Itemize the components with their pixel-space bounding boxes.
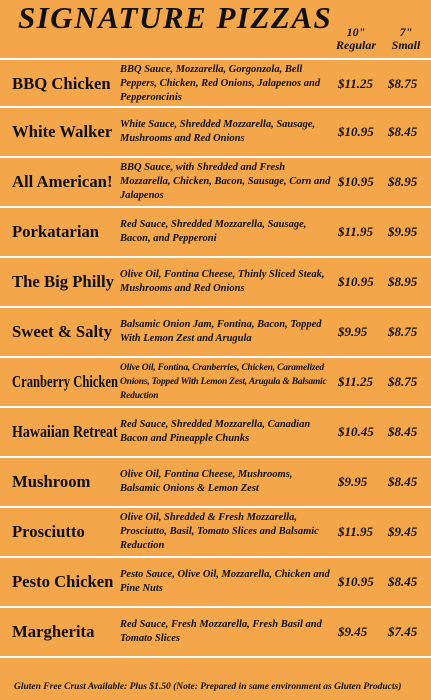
pizza-menu-list	[0, 58, 431, 658]
menu-title: SIGNATURE PIZZAS	[18, 0, 333, 35]
menu-row	[0, 208, 431, 258]
regular-size: 10"	[346, 25, 366, 39]
pizza-name: The Big Philly	[12, 272, 114, 291]
small-price: $8.45	[388, 574, 418, 589]
small-price: $8.45	[388, 124, 418, 139]
regular-price: $11.25	[338, 374, 374, 389]
regular-price: $11.95	[338, 524, 374, 539]
regular-price: $9.45	[338, 624, 368, 639]
regular-price: $10.95	[338, 124, 374, 139]
menu-row	[0, 608, 431, 658]
small-size-label: Small	[391, 38, 421, 52]
regular-size-heading	[330, 26, 382, 52]
small-price: $8.45	[388, 424, 418, 439]
small-price: $8.45	[388, 474, 418, 489]
pizza-name: Hawaiian Retreat	[12, 422, 118, 441]
pizza-description: Olive Oil, Fontina Cheese, Thinly Sliced Steak, Mushrooms and Red Onions	[120, 269, 325, 294]
pizza-name: Mushroom	[12, 472, 91, 491]
small-price: $9.45	[388, 524, 418, 539]
pizza-description: Balsamic Onion Jam, Fontina, Bacon, Topped With Lemon Zest and Arugula	[120, 319, 322, 344]
regular-price: $10.95	[338, 174, 374, 189]
gluten-free-note: Gluten Free Crust Available: Plus $1.50 (Note: Prepared in same environment as Gluten Products)	[14, 682, 402, 692]
pizza-name: Cranberry Chicken	[12, 372, 119, 391]
menu-header	[0, 0, 431, 58]
regular-price: $9.95	[338, 324, 368, 339]
pizza-name: Margherita	[12, 622, 95, 641]
regular-price: $10.95	[338, 574, 374, 589]
menu-row	[0, 308, 431, 358]
pizza-description: White Sauce, Shredded Mozzarella, Sausage, Mushrooms and Red Onions	[120, 119, 316, 144]
menu-row	[0, 358, 431, 408]
menu-row	[0, 408, 431, 458]
pizza-description: Red Sauce, Shredded Mozzarella, Canadian Bacon and Pineapple Chunks	[120, 419, 311, 444]
pizza-description: Olive Oil, Shredded & Fresh Mozzarella, Prosciutto, Basil, Tomato Slices and Balsamic Reduction	[120, 512, 319, 551]
small-size: 7"	[399, 25, 413, 39]
regular-price: $9.95	[338, 474, 368, 489]
small-price: $8.75	[388, 76, 418, 91]
menu-row	[0, 258, 431, 308]
menu-row	[0, 108, 431, 158]
pizza-description: Olive Oil, Fontina Cheese, Mushrooms, Balsamic Onions & Lemon Zest	[120, 469, 293, 494]
regular-price: $11.25	[338, 76, 374, 91]
pizza-name: Sweet & Salty	[12, 322, 113, 341]
menu-row	[0, 458, 431, 508]
pizza-description: BBQ Sauce, with Shredded and Fresh Mozzarella, Chicken, Bacon, Sausage, Corn and Jalapenos	[120, 162, 331, 201]
small-price: $8.95	[388, 174, 418, 189]
regular-price: $11.95	[338, 224, 374, 239]
pizza-name: All American!	[12, 172, 113, 191]
pizza-description: Red Sauce, Fresh Mozzarella, Fresh Basil and Tomato Slices	[120, 619, 322, 644]
small-price: $8.75	[388, 324, 418, 339]
pizza-name: Porkatarian	[12, 222, 100, 241]
pizza-name: BBQ Chicken	[12, 74, 111, 93]
pizza-name: Pesto Chicken	[12, 572, 114, 591]
menu-row	[0, 508, 431, 558]
pizza-description: Pesto Sauce, Olive Oil, Mozzarella, Chicken and Pine Nuts	[120, 569, 330, 594]
small-size-heading	[383, 26, 429, 52]
pizza-description: Red Sauce, Shredded Mozzarella, Sausage, Bacon, and Pepperoni	[120, 219, 307, 244]
regular-size-label: Regular	[335, 38, 376, 52]
pizza-description: BBQ Sauce, Mozzarella, Gorgonzola, Bell Peppers, Chicken, Red Onions, Jalapenos and Pepperoncinis	[120, 64, 321, 103]
pizza-name: White Walker	[12, 122, 113, 141]
small-price: $9.95	[388, 224, 418, 239]
small-price: $8.75	[388, 374, 418, 389]
menu-row	[0, 558, 431, 608]
pizza-name: Prosciutto	[12, 522, 85, 541]
small-price: $7.45	[388, 624, 418, 639]
small-price: $8.95	[388, 274, 418, 289]
menu-row	[0, 58, 431, 108]
pizza-description: Olive Oil, Fontina, Cranberries, Chicken, Caramelized Onions, Topped With Lemon Zest, Arugula & Balsamic Reduction	[120, 363, 327, 401]
regular-price: $10.45	[338, 424, 374, 439]
regular-price: $10.95	[338, 274, 374, 289]
menu-row	[0, 158, 431, 208]
